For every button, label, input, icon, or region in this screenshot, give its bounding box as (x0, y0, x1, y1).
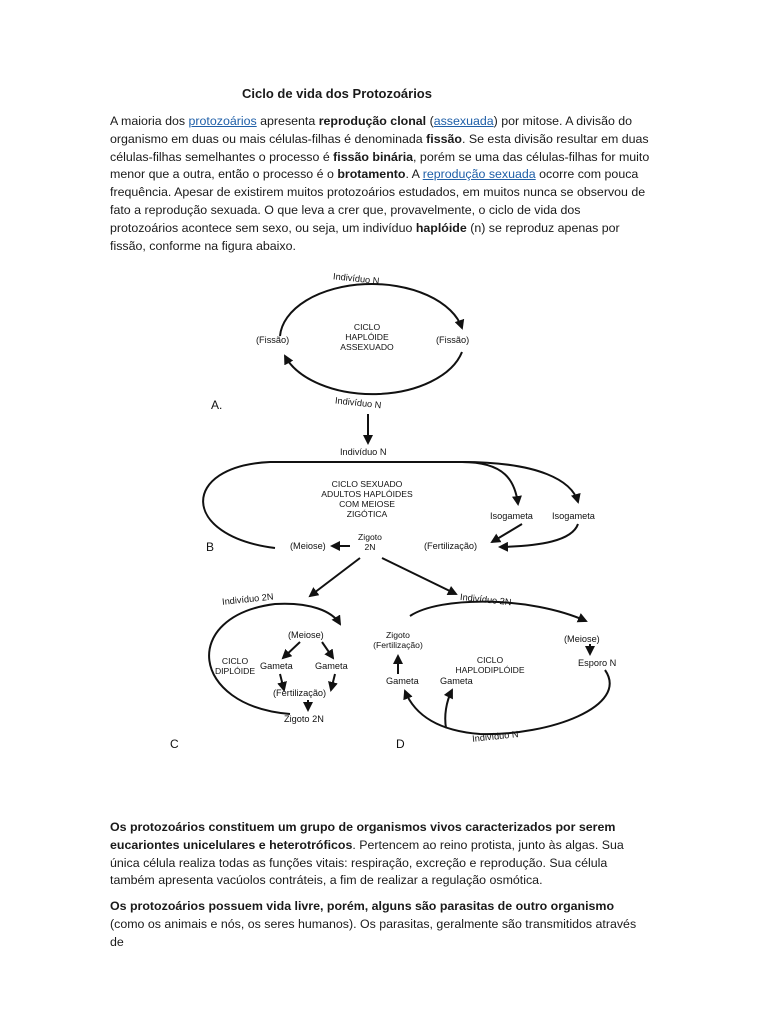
life-cycle-figure (170, 266, 630, 752)
b-top-label: Indivíduo N (340, 447, 387, 457)
d-esporo-label: Esporo N (578, 658, 617, 668)
a-top-label: Indivíduo N (332, 271, 380, 287)
d-zigoto-line-2: (Fertilização) (373, 640, 423, 650)
b-isogameta-2: Isogameta (552, 511, 595, 521)
b-fertilizacao-label: (Fertilização) (424, 541, 478, 551)
panel-b-sexual-haploid-cycle (203, 447, 596, 554)
c-zigoto-label: Zigoto 2N (284, 714, 324, 724)
b-isogameta-1: Isogameta (490, 511, 533, 521)
d-center-line-2: HAPLODIPLÓIDE (455, 665, 525, 675)
intro-paragraph: A maioria dos protozoários apresenta reprodução clonal (assexuada) por mitose. A divisão do organismo em duas ou mais células-filhas é denominada fissão. Se esta divisão resultar em duas células-filhas semelhantes o processo é fissão binária, porém se uma das células-filhas for muito menor que a outra, então o processo é o brotamento. A reprodução sexuada ocorre com pouca frequência. Apesar de existirem muitos protozoários estudados, em muitos nunca se observou de fato a reprodução sexuada. O que leva a crer que, provavelmente, o ciclo de vida dos protozoários acontece sem sexo, ou seja, um indivíduo haplóide (n) se reproduz apenas por fissão, conforme na figura abaixo. (110, 114, 650, 253)
b-center-line-4: ZIGÓTICA (346, 509, 388, 519)
c-gameta-1: Gameta (260, 661, 293, 671)
link-protozoarios[interactable]: protozoários (188, 114, 257, 128)
b-panel-letter: B (206, 540, 215, 554)
b-zigoto-line-2: 2N (364, 542, 376, 552)
c-meiose-label: (Meiose) (288, 630, 324, 640)
a-center-line-1: CICLO (353, 322, 381, 332)
protozoa-parasites-paragraph: Os protozoários possuem vida livre, porém, alguns são parasitas de outro organismo (como os animais e nós, os seres humanos). Os parasitas, geralmente são transmitidos através de (110, 899, 637, 949)
a-panel-letter: A. (211, 398, 223, 412)
link-assexuada[interactable]: assexuada (433, 114, 494, 128)
panel-d-haplodiploid-cycle (373, 592, 616, 751)
b-center-line-3: COM MEIOSE (339, 499, 395, 509)
d-gameta-2: Gameta (440, 676, 473, 686)
b-center-line-2: ADULTOS HAPLÓIDES (321, 489, 413, 499)
b-center-line-1: CICLO SEXUADO (331, 479, 403, 489)
c-center-line-2: DIPLÓIDE (214, 666, 256, 676)
d-gameta-1: Gameta (386, 676, 419, 686)
c-panel-letter: C (170, 737, 179, 751)
d-center-line-1: CICLO (476, 655, 504, 665)
b-meiose-label: (Meiose) (290, 541, 326, 551)
panel-c-diploid-cycle (170, 592, 349, 751)
a-left-label: (Fissão) (256, 335, 290, 345)
d-bottom-label: Indivíduo N (471, 729, 519, 744)
c-fertilizacao-label: (Fertilização) (273, 688, 327, 698)
b-zigoto-line-1: Zigoto (358, 532, 382, 542)
a-bottom-label: Indivíduo N (334, 395, 382, 411)
d-meiose-label: (Meiose) (564, 634, 600, 644)
d-top-label: Indivíduo 2N (459, 591, 512, 608)
panel-a-asexual-cycle (211, 271, 469, 412)
d-zigoto-line-1: Zigoto (386, 630, 410, 640)
c-gameta-2: Gameta (315, 661, 348, 671)
c-top-label: Indivíduo 2N (221, 591, 274, 607)
a-center-line-2: HAPLÓIDE (345, 332, 389, 342)
link-reproducao-sexuada[interactable]: reprodução sexuada (422, 167, 536, 182)
c-center-line-1: CICLO (221, 656, 249, 666)
a-center-line-3: ASSEXUADO (340, 342, 394, 352)
a-right-label: (Fissão) (436, 335, 470, 345)
d-panel-letter: D (396, 737, 405, 751)
document-title: Ciclo de vida dos Protozoários (242, 86, 432, 101)
protozoa-definition-paragraph: Os protozoários constituem um grupo de organismos vivos caracterizados por serem eucariontes unicelulares e heterotróficos. Pertencem ao reino protista, junto às algas. Sua única célula realiza todas as funções vitais: respiração, excreção e reprodução. Sua célula também apresenta vacúolos contráteis, a fim de realizar a regulação osmótica. (110, 820, 624, 888)
